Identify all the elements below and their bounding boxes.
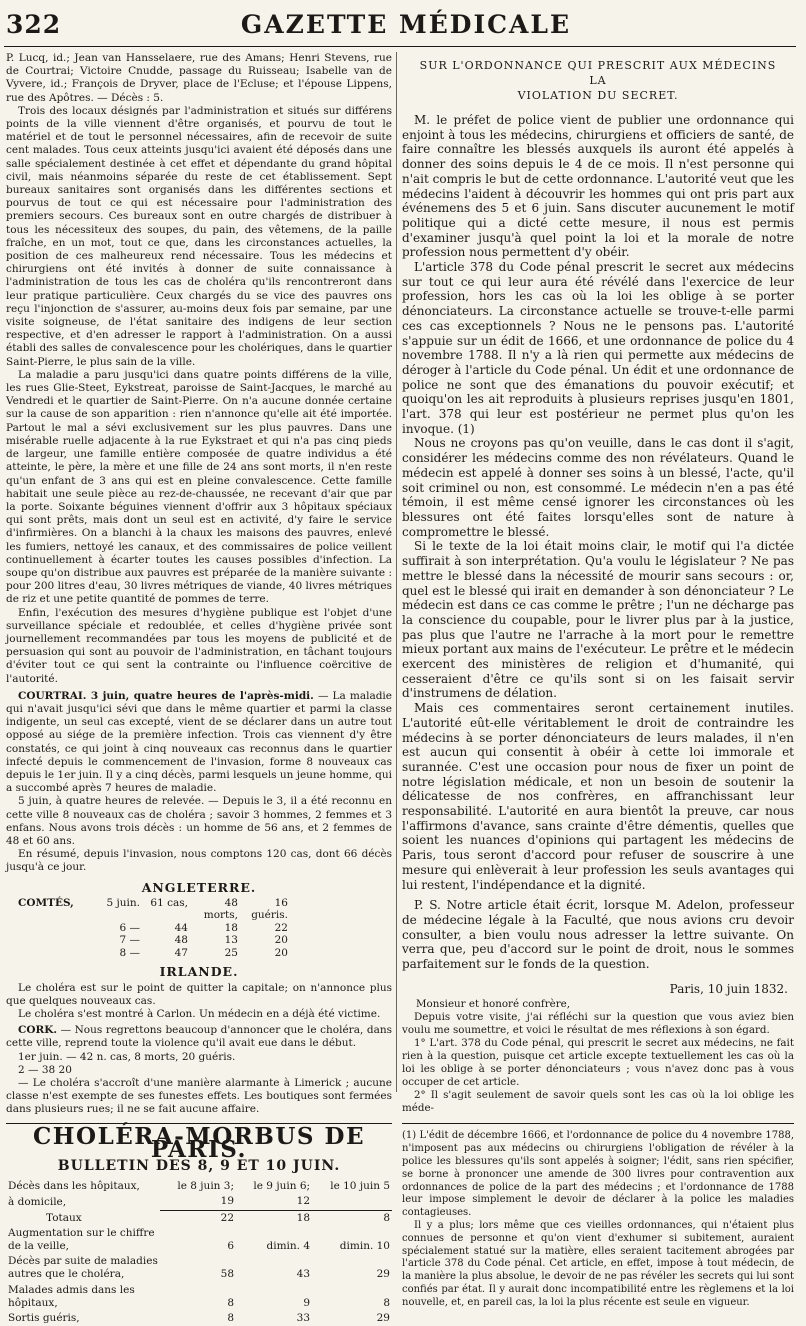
paragraph: Nous ne croyons pas qu'on veuille, dans le cas dont il s'agit, considérer les médecins comme des non révélateurs. Quand le médecin est appelé à donner ses soins à un blessé, l'acte, qu'il soit criminel ou non, est consommé. Le médecin n'en a pas été témoin, il est même censé ignorer les circonstances où les blessures ont été faites lorsqu'elles sont de nature à compromettre le blessé. bbox=[402, 436, 794, 539]
table-row bbox=[6, 1311, 392, 1326]
paragraph: Si le texte de la loi était moins clair, le motif qui l'a dictée suffirait à son interprétation. Qu'a voulu le législateur ? Ne pas mettre le blessé dans la nécessité de mourir sans secours : or, quel est le blessé qui irait en demander à son dénonciateur ? Le médecin est dans ce cas comme le prêtre ; l'un ne décharge pas la conscience du coupable, pour le livrer plus par à la justice, pas plus que l'autre ne l'arrache à la mort pour le remettre mieux portant aux mains de l'exécuteur. Le prêtre et le médecin exercent des ministères de religion et d'humanité, qui cesseraient d'être ce qu'ils sont si on les faisait servir d'instrumens de délation. bbox=[402, 539, 794, 701]
paragraph: Le choléra s'est montré à Carlon. Un médecin en a déjà été victime. bbox=[18, 1007, 381, 1020]
cell: 6 — bbox=[119, 921, 140, 934]
left-column bbox=[6, 52, 392, 1324]
section-title-angleterre: ANGLETERRE. bbox=[141, 879, 257, 895]
table-cell: dimin. 4 bbox=[266, 1239, 311, 1252]
cell: 20 bbox=[274, 946, 288, 959]
table-cell: 58 bbox=[220, 1268, 235, 1281]
page-number: 322 bbox=[6, 10, 62, 39]
cell: 47 bbox=[174, 946, 188, 959]
letter-paragraph: Depuis votre visite, j'ai réfléchi sur la question que vous aviez bien voulu me soumettre, et voici le résultat de mes réflexions à son égard. bbox=[402, 1011, 794, 1037]
table-cell bbox=[312, 1194, 392, 1210]
table-row-label: Décès par suite de maladies autres que le choléra, bbox=[8, 1255, 158, 1281]
letter-salutation: Monsieur et honoré confrère, bbox=[416, 998, 571, 1011]
table-cell: le 10 juin 5 bbox=[330, 1180, 390, 1193]
paragraph: 5 juin, à quatre heures de relevée. — Depuis le 3, il a été reconnu en cette ville 8 nouveaux cas de choléra ; savoir 3 hommes, 2 femmes et 3 enfans. Nous avons trois décès : un homme de 56 ans, et 2 femmes de 48 et 60 ans. bbox=[6, 795, 392, 847]
paragraph: En résumé, depuis l'invasion, nous comptons 120 cas, dont 66 décès jusqu'à ce jour. bbox=[6, 848, 392, 874]
header-rule bbox=[4, 46, 796, 47]
table-row bbox=[6, 1283, 392, 1311]
table-cell: 8 bbox=[227, 1296, 235, 1309]
paragraph: L'article 378 du Code pénal prescrit le secret aux médecins sur tout ce qui leur aura été révélé dans l'exercice de leur profession, hors les cas où la loi les oblige à se porter dénonciateurs. La circonstance actuelle se trouve-t-elle parmi ces cas exceptionnels ? Nous ne le pensons pas. L'autorité s'appuie sur un édit de 1666, et une ordonnance de police du 4 novembre 1788. Il n'y a là rien qui permette aux médecins de déroger à l'article du Code pénal. Un édit et une ordonnance de police ne sont que des émanations du pouvoir exécutif; et quoiqu'on les ait reproduits à plusieurs reprises jusqu'en 1801, l'art. 378 qui leur est postérieur ne permet plus qu'on les invoque. (1) bbox=[402, 260, 794, 436]
paragraph: Le choléra est sur le point de quitter la capitale; on n'annonce plus que quelques nouveaux cas. bbox=[6, 981, 392, 1007]
footnote-paragraph: Il y a plus; lors même que ces vieilles ordonnances, qui n'étaient plus connues de personne et qu'on vient d'exhumer si subitement, auraient spécialement statué sur la matière, elles seraient tacitement abrogées par l'article 378 du Code pénal. Cet article, en effet, impose à tout médecin, de la manière la plus absolue, le devoir de ne pas révéler les secrets qui lui sont confiés par état. Il y aurait donc incompatibilité entre les règlemens et la loi nouvelle, et, en pareil cas, la loi la plus récente est seule en vigueur. bbox=[402, 1220, 794, 1308]
table-row-label: Totaux bbox=[46, 1211, 82, 1224]
table-row-label: Malades admis dans les hôpitaux, bbox=[8, 1283, 135, 1309]
cell: 44 bbox=[174, 921, 188, 934]
paragraph: Trois des locaux désignés par l'administration et situés sur différens points de la ville viennent d'être organisés, et pourvu de tout le matériel et de tout le personnel nécessaires, afin de recevoir de suite cent malades. Tous ceux atteints jusqu'ici avaient été déposés dans une salle spécialement destinée à cet effet et dépendante du grand hôpital civil, mais néanmoins séparée du reste de cet établissement. Sept bureaux sanitaires sont organisés dans les différentes sections et pourvus de tout ce qui est nécessaire pour l'administration des premiers secours. Ces bureaux sont en outre chargés de distribuer à tous les nécessiteux des soupes, du pain, des vêtemens, de la paille fraîche, en un mot, tout ce que, dans les circonstances actuelles, la position de ces malheureux rend nécessaire. Tous les médecins et chirurgiens ont été invités à donner de suite connaissance à l'administration de tous les cas de choléra qu'ils rencontreront dans leur pratique particulière. Ceux chargés du se vice des pauvres ons reçu l'injonction de s'assurer, au-moins deux fois par semaine, par une visite soigneuse, de l'état sanitaire des indigens de leur section respective, et d'en adresser le rapport à l'administration. On a aussi établi des salles de convalescence pour les cholériques, dans le quartier Saint-Pierre, le plus sain de la ville. bbox=[6, 104, 392, 368]
postscript: P. S. Notre article était écrit, lorsque M. Adelon, professeur de médecine légale à la Faculté, que nous avions cru devoir consulter, a bien voulu nous adresser la lettre suivante. On verra que, peu d'accord sur le point de droit, nous le sommes parfaitement sur le fonds de la question. bbox=[402, 898, 794, 972]
table-cell: 29 bbox=[376, 1268, 390, 1281]
cork-report bbox=[6, 1024, 392, 1050]
courtrai-report bbox=[6, 690, 392, 796]
table-cell: 18 bbox=[236, 1210, 312, 1226]
table-cell: 6 bbox=[227, 1239, 235, 1252]
footnote bbox=[402, 1123, 794, 1309]
cell: 48 bbox=[174, 934, 188, 947]
table-cell: 33 bbox=[296, 1311, 311, 1324]
table-row-label: Décès dans les hôpitaux, bbox=[8, 1180, 140, 1193]
table-cell: 22 bbox=[160, 1210, 236, 1226]
comtes-table bbox=[18, 897, 392, 960]
article-title-line: SUR L'ORDONNANCE QUI PRESCRIT AUX MÉDECINS LA bbox=[419, 59, 777, 87]
page-header bbox=[6, 4, 796, 48]
table-row bbox=[18, 897, 392, 922]
paragraph: Mais ces commentaires seront certainement inutiles. L'autorité eût-elle véritablement le droit de contraindre les médecins à se porter dénonciateurs de leurs malades, il n'en est aucun qui consentit à obéir à cette loi immorale et surannée. C'est une occasion pour nous de fixer un point de notre législation médicale, et non un besoin de soutenir la délicatesse de nos confrères, en affranchissant leur responsabilité. L'autorité en aura bientôt la preuve, car nous l'affirmons d'avance, sans crainte d'être démentis, quelles que soient les nuances d'opinions qui partagent les médecins de Paris, tous seront d'accord pour refuser de souscrire à une mesure qui enlèverait à leur profession les seuls avantages qui lui restent, l'indépendance et la dignité. bbox=[402, 701, 794, 892]
table-row-label: Sortis guéris, bbox=[8, 1311, 80, 1324]
cell: 48 morts, bbox=[203, 896, 238, 922]
column-divider bbox=[396, 52, 397, 1092]
cell: 13 bbox=[224, 934, 238, 947]
cork-dateline: CORK. bbox=[18, 1024, 58, 1037]
cell: 20 bbox=[274, 934, 288, 947]
table-cell: 9 bbox=[303, 1296, 311, 1309]
cell: 8 — bbox=[119, 946, 140, 959]
table-cell: 43 bbox=[296, 1268, 311, 1281]
table-row bbox=[18, 934, 392, 947]
bulletin-title: BULLETIN DES 8, 9 ET 10 JUIN. bbox=[57, 1157, 341, 1174]
courtrai-body: — La maladie qui n'avait jusqu'ici sévi que dans le même quartier et parmi la classe indigente, un seul cas excepté, vient de se déclarer dans un autre tout opposé au siége de la première infection. Trois cas viennent d'y être constatés, ce qui joint à cinq nouveaux cas reconnus dans le quartier infecté depuis le commencement de l'invasion, forme 8 nouveaux cas depuis le 1er juin. Il y a cinq décès, parmi lesquels un jeune homme, qui a succombé après 7 heures de maladie. bbox=[6, 689, 392, 795]
table-cell: 8 bbox=[383, 1296, 390, 1309]
table-cell: 8 bbox=[312, 1210, 392, 1226]
paragraph: — Le choléra s'accroît d'une manière alarmante à Limerick ; aucune classe n'est exempte de ses funestes effets. Les boutiques sont fermées dans plusieurs rues; il ne se fait aucune affaire. bbox=[6, 1076, 392, 1116]
cell: 18 bbox=[224, 921, 238, 934]
courtrai-dateline: COURTRAI. 3 juin, quatre heures de l'après-midi. bbox=[18, 689, 314, 702]
cell: 16 guéris. bbox=[251, 896, 288, 922]
table-cell: 8 bbox=[227, 1311, 235, 1324]
paragraph: 2 — 38 20 bbox=[18, 1063, 72, 1076]
table-row-label: à domicile, bbox=[8, 1195, 67, 1208]
section-title-irlande: IRLANDE. bbox=[159, 964, 239, 980]
table-row bbox=[18, 922, 392, 935]
paragraph: Enfin, l'exécution des mesures d'hygiène publique est l'objet d'une surveillance spéciale et redoublée, et celles d'hygiène privée sont journellement recommandées par tous les moyens de publicité et de persuasion qui sont au pouvoir de l'administration, en tâchant toujours d'éviter tout ce qui sent la contrainte ou l'influence coërcitive de l'autorité. bbox=[6, 606, 392, 685]
table-cell: 19 bbox=[220, 1195, 235, 1208]
cell: 61 cas, bbox=[150, 896, 188, 909]
table-row bbox=[18, 947, 392, 960]
article-title-line: VIOLATION DU SECRET. bbox=[517, 89, 679, 102]
cell: 7 — bbox=[119, 934, 140, 947]
paragraph: P. Lucq, id.; Jean van Hansselaere, rue des Amans; Henri Stevens, rue de Courtrai; Victoire Cnudde, passage du Ruisseau; Isabelle van de Vyvere, id.; François de Dryver, place de l'Ecluse; et l'épouse Lippens, rue des Apôtres. — Décès : 5. bbox=[6, 52, 392, 104]
cholera-paris-title: CHOLÉRA-MORBUS DE PARIS. bbox=[33, 1122, 365, 1163]
bulletin-table bbox=[6, 1179, 392, 1326]
article-title bbox=[410, 58, 786, 103]
cell: 25 bbox=[224, 946, 238, 959]
table-cell: le 9 juin 6; bbox=[253, 1180, 311, 1193]
paragraph: M. le préfet de police vient de publier une ordonnance qui enjoint à tous les médecins, chirurgiens et officiers de santé, de faire connaître les blessés auxquels ils auront été appelés à donner des soins depuis le 4 de ce mois. Il n'est personne qui n'ait compris le but de cette ordonnance. L'autorité veut que les médecins l'aident à découvrir les hommes qui ont pris part aux événemens des 5 et 6 juin. Sans discuter aucunement le motif politique qui a dicté cette mesure, il nous est permis d'examiner jusqu'à quel point la loi et la morale de notre profession nous permettent d'y obéir. bbox=[402, 113, 794, 260]
cell: 5 juin. bbox=[106, 896, 140, 909]
letter-paragraph: 2° Il s'agit seulement de savoir quels sont les cas où la loi oblige les méde- bbox=[402, 1089, 794, 1115]
masthead-title: GAZETTE MÉDICALE bbox=[240, 10, 572, 39]
paragraph: 1er juin. — 42 n. cas, 8 morts, 20 guéris. bbox=[18, 1050, 236, 1063]
table-row-label: Augmentation sur le chiffre de la veille, bbox=[8, 1226, 155, 1252]
footnote-paragraph: (1) L'édit de décembre 1666, et l'ordonnance de police du 4 novembre 1788, n'imposent pas aux médecins ou chirurgiens l'obligation de révéler à la police les blessures qu'ils sont appelés à soigner; l'édit, sans rien spécifier, se borne à prononcer une amende de 300 livres pour contravention aux ordonnances de police de la part des médecins ; et l'ordonnance de 1788 leur impose simplement le devoir de déclarer à la police les maladies contagieuses. bbox=[402, 1130, 794, 1219]
cork-body: — Nous regrettons beaucoup d'annoncer que le choléra, dans cette ville, reprend toute la violence qu'il avait eue dans le début. bbox=[6, 1024, 392, 1050]
table-cell: 29 bbox=[376, 1311, 390, 1324]
table-row bbox=[6, 1194, 392, 1210]
table-row bbox=[6, 1179, 392, 1194]
table-cell: le 8 juin 3; bbox=[177, 1180, 235, 1193]
letter-paragraph: 1° L'art. 378 du Code pénal, qui prescrit le secret aux médecins, ne fait rien à la question, puisque cet article excepte textuellement les cas où la loi les oblige à se porter dénonciateurs ; vous n'avez donc pas à vous occuper de cet article. bbox=[402, 1037, 794, 1089]
table-cell: 12 bbox=[296, 1195, 311, 1208]
right-column bbox=[402, 52, 794, 1308]
table-row bbox=[6, 1254, 392, 1282]
comtes-label: COMTÉS, bbox=[18, 896, 74, 909]
cell: 22 bbox=[274, 921, 288, 934]
table-row bbox=[6, 1210, 392, 1226]
table-cell: dimin. 10 bbox=[339, 1239, 390, 1252]
paragraph: La maladie a paru jusqu'ici dans quatre points différens de la ville, les rues Glie-Steet, Eykstreat, paroisse de Saint-Jacques, le marché au Vendredi et le quartier de Saint-Pierre. On n'a aucune donnée certaine sur la cause de son apparition : rien n'annonce qu'elle ait été importée. Partout le mal a sévi exclusivement sur les plus pauvres. Dans une misérable ruelle adjacente à la rue Eykstraet et qui n'a pas cinq pieds de largeur, une famille entière composée de quatre individus a été atteinte, le père, la mère et une fille de 24 ans sont morts, il n'en reste qu'un enfant de 3 ans qui est en pleine convalescence. Cette famille habitait une seule pièce au rez-de-chaussée, ne recevant d'air que par la porte. Soixante béguines viennent d'offrir aux 3 hôpitaux spéciaux qui sont prêts, mais dont un seul est en activité, d'y faire le service d'infirmières. On a blanchi à la chaux les maisons des pauvres, enlevé les fumiers, nettoyé les canaux, et des commissaires de police veillent continuellement à écarter toutes les causes possibles d'infection. La soupe qu'on distribue aux pauvres est préparée de la manière suivante : pour 200 litres d'eau, 30 livres métriques de viande, 40 livres métriques de riz et une petite quantité de pommes de terre. bbox=[6, 368, 392, 606]
table-row bbox=[6, 1226, 392, 1254]
letter-date: Paris, 10 juin 1832. bbox=[669, 981, 788, 996]
